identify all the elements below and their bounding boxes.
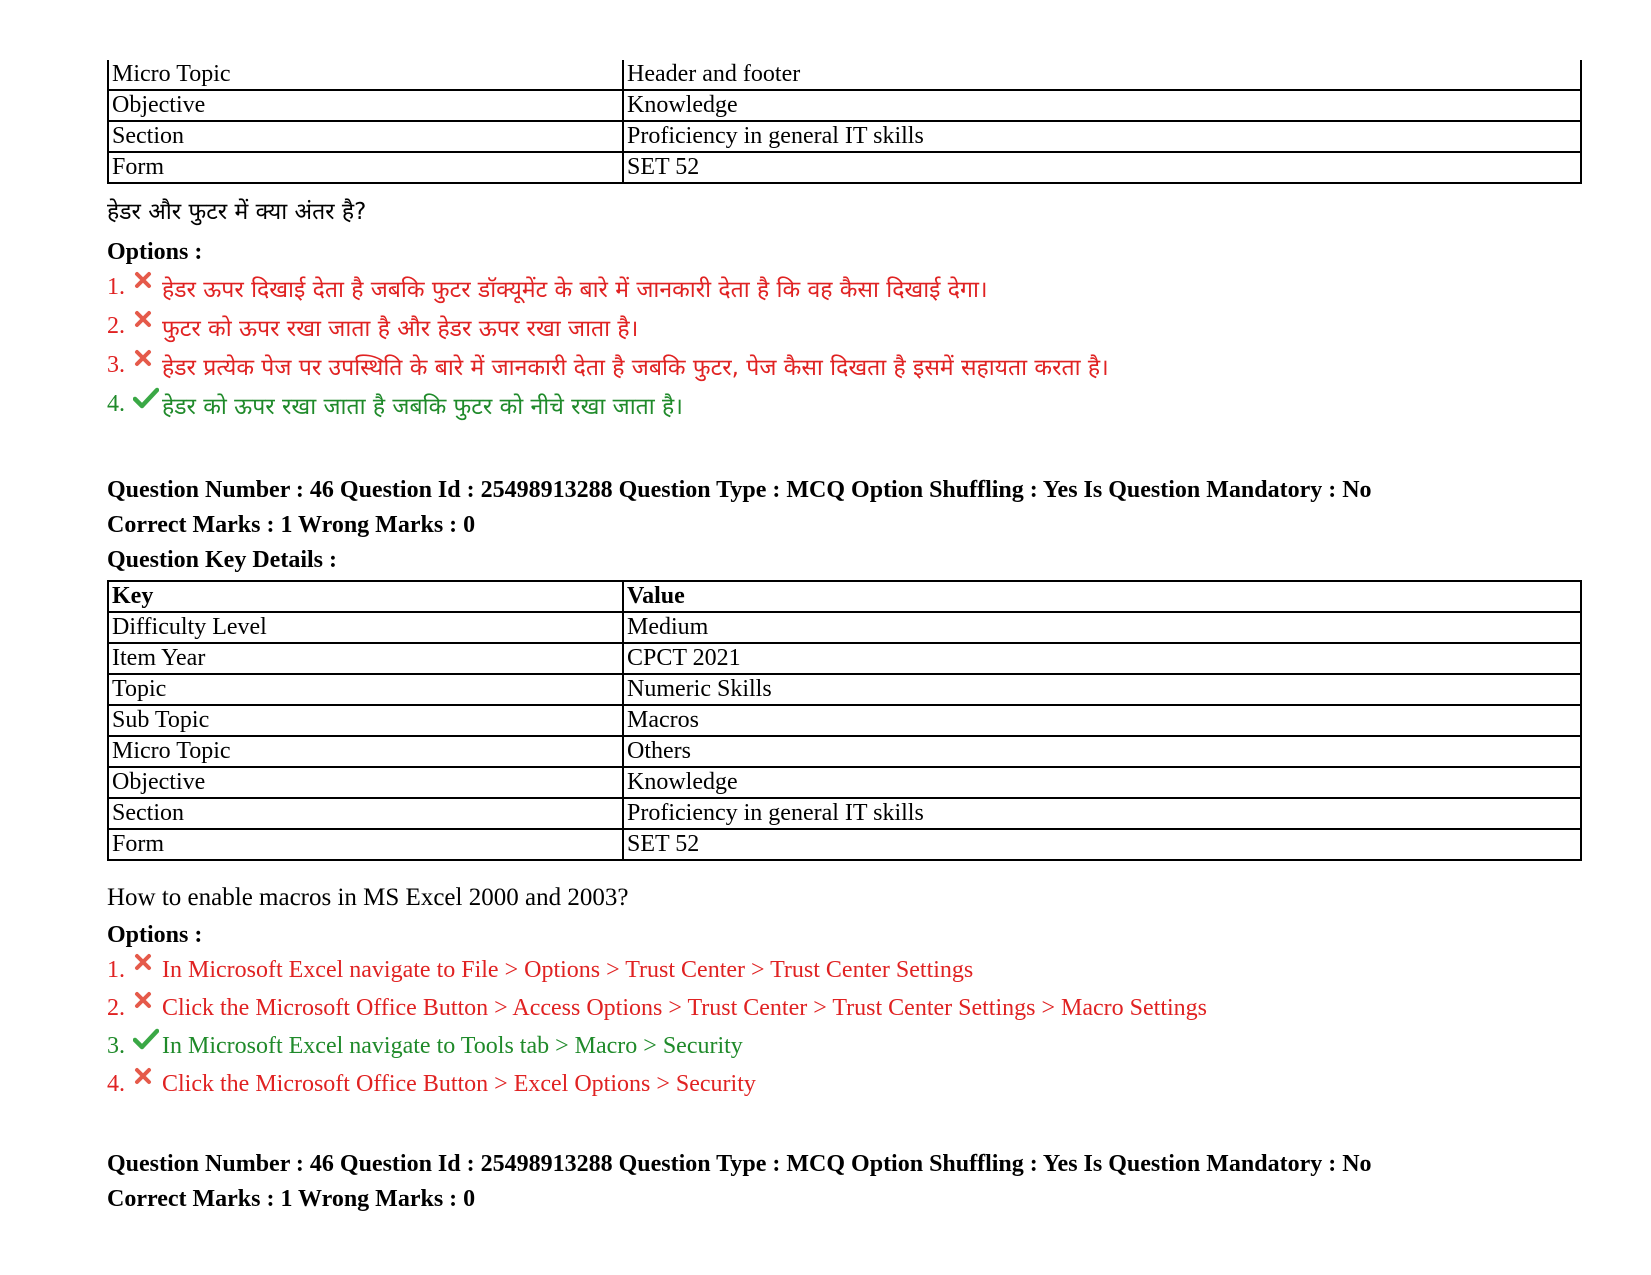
option-number: 3. xyxy=(107,352,125,378)
table-key: Objective xyxy=(108,90,623,121)
options-list xyxy=(107,951,1582,1103)
table-value: Knowledge xyxy=(623,767,1581,798)
table-value: Header and footer xyxy=(623,60,1581,90)
table-key: Objective xyxy=(108,767,623,798)
option-number: 1. xyxy=(107,274,125,300)
key-details-table xyxy=(107,580,1582,861)
option-text: In Microsoft Excel navigate to Tools tab > Macro > Security xyxy=(162,1032,743,1059)
cross-icon xyxy=(132,1072,162,1096)
question-text: How to enable macros in MS Excel 2000 and 2003? xyxy=(107,884,629,911)
cross-icon xyxy=(132,354,162,378)
table-row xyxy=(108,674,1581,705)
table-header-value: Value xyxy=(623,581,1581,612)
option-number: 4. xyxy=(107,391,125,417)
check-icon xyxy=(132,1034,162,1058)
table-key: Form xyxy=(108,829,623,860)
table-row xyxy=(108,121,1581,152)
table-value: CPCT 2021 xyxy=(623,643,1581,674)
option-text: हेडर प्रत्येक पेज पर उपस्थिति के बारे में जानकारी देता है जबकि फुटर, पेज कैसा दिखता है इसमें सहायता करता है। xyxy=(162,354,1109,381)
key-details-table-prev xyxy=(107,60,1582,184)
option-text: Click the Microsoft Office Button > Access Options > Trust Center > Trust Center Settings > Macro Settings xyxy=(162,994,1207,1021)
option-number: 4. xyxy=(107,1070,125,1097)
table-value: Macros xyxy=(623,705,1581,736)
table-row xyxy=(108,643,1581,674)
table-key: Form xyxy=(108,152,623,183)
question-text: हेडर और फुटर में क्या अंतर है? xyxy=(107,199,367,225)
key-details-label: Question Key Details : xyxy=(107,547,337,573)
table-key: Micro Topic xyxy=(108,60,623,90)
table-key: Item Year xyxy=(108,643,623,674)
marks-line: Correct Marks : 1 Wrong Marks : 0 xyxy=(107,1186,476,1212)
table-row xyxy=(108,90,1581,121)
question-meta: Question Number : 46 Question Id : 25498913288 Question Type : MCQ Option Shuffling : Yes Is Question Mandatory : No xyxy=(107,477,1372,503)
option-text: Click the Microsoft Office Button > Excel Options > Security xyxy=(162,1070,756,1097)
table-header-row xyxy=(108,581,1581,612)
table-value: Proficiency in general IT skills xyxy=(623,798,1581,829)
option-number: 2. xyxy=(107,994,125,1021)
option-text: In Microsoft Excel navigate to File > Options > Trust Center > Trust Center Settings xyxy=(162,956,974,983)
options-label: Options : xyxy=(107,922,203,948)
table-key: Topic xyxy=(108,674,623,705)
option-item xyxy=(107,268,1582,307)
options-label: Options : xyxy=(107,239,203,265)
option-item xyxy=(107,1027,1582,1065)
cross-icon xyxy=(132,996,162,1020)
table-value: Medium xyxy=(623,612,1581,643)
table-value: Proficiency in general IT skills xyxy=(623,121,1581,152)
marks-line: Correct Marks : 1 Wrong Marks : 0 xyxy=(107,512,476,538)
option-text: फुटर को ऊपर रखा जाता है और हेडर ऊपर रखा जाता है। xyxy=(162,315,639,342)
options-list xyxy=(107,268,1582,424)
cross-icon xyxy=(132,958,162,982)
table-key: Sub Topic xyxy=(108,705,623,736)
table-value: SET 52 xyxy=(623,829,1581,860)
question-meta: Question Number : 46 Question Id : 25498913288 Question Type : MCQ Option Shuffling : Yes Is Question Mandatory : No xyxy=(107,1151,1372,1177)
table-key: Difficulty Level xyxy=(108,612,623,643)
option-item xyxy=(107,346,1582,385)
table-row xyxy=(108,767,1581,798)
option-item xyxy=(107,951,1582,989)
table-key: Section xyxy=(108,798,623,829)
option-number: 3. xyxy=(107,1032,125,1059)
table-value: SET 52 xyxy=(623,152,1581,183)
table-row xyxy=(108,60,1581,90)
option-item xyxy=(107,989,1582,1027)
table-row xyxy=(108,829,1581,860)
check-icon xyxy=(132,393,162,417)
option-item xyxy=(107,307,1582,346)
table-value: Knowledge xyxy=(623,90,1581,121)
table-key: Section xyxy=(108,121,623,152)
option-number: 2. xyxy=(107,313,125,339)
option-item xyxy=(107,1065,1582,1103)
option-text: हेडर को ऊपर रखा जाता है जबकि फुटर को नीचे रखा जाता है। xyxy=(162,393,683,420)
table-value: Numeric Skills xyxy=(623,674,1581,705)
table-row xyxy=(108,152,1581,183)
table-row xyxy=(108,705,1581,736)
table-row xyxy=(108,612,1581,643)
option-number: 1. xyxy=(107,956,125,983)
table-value: Others xyxy=(623,736,1581,767)
table-row xyxy=(108,798,1581,829)
cross-icon xyxy=(132,276,162,300)
table-row xyxy=(108,736,1581,767)
table-key: Micro Topic xyxy=(108,736,623,767)
table-header-key: Key xyxy=(108,581,623,612)
option-item xyxy=(107,385,1582,424)
option-text: हेडर ऊपर दिखाई देता है जबकि फुटर डॉक्यूमेंट के बारे में जानकारी देता है कि वह कैसा दिखाई देगा। xyxy=(162,276,988,303)
cross-icon xyxy=(132,315,162,339)
